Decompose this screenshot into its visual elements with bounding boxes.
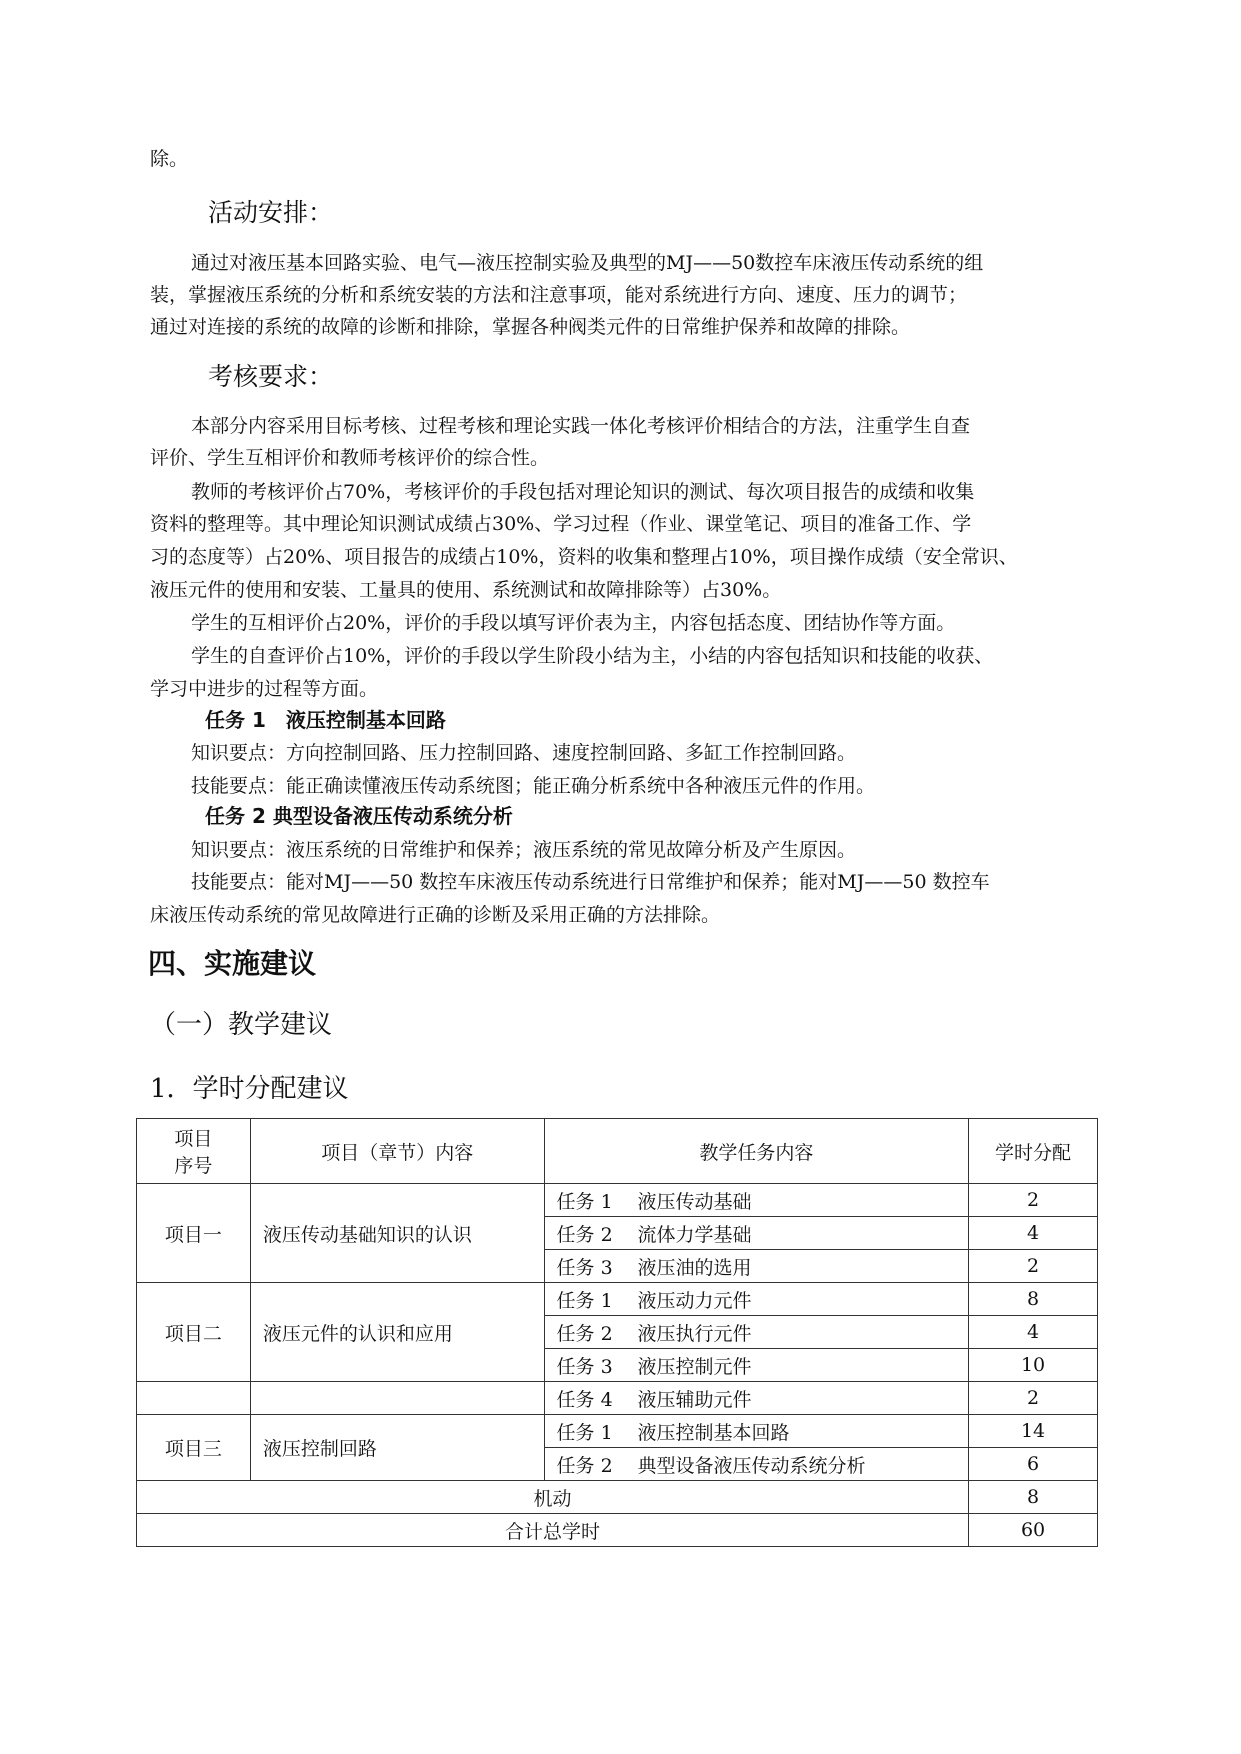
- task-cell: 任务 3 液压油的选用: [544, 1250, 969, 1283]
- task-cell: 任务 3 液压控制元件: [544, 1349, 969, 1382]
- hours-cell: 2: [969, 1250, 1098, 1283]
- flexible-row: [137, 1481, 1098, 1514]
- assessment-line: 液压元件的使用和安装、工量具的使用、系统测试和故障排除等）占30%。: [150, 579, 782, 601]
- task-cell: 任务 2 液压执行元件: [544, 1316, 969, 1349]
- table-row: [137, 1382, 1098, 1415]
- table-row: [137, 1184, 1098, 1217]
- task-cell: 任务 2 典型设备液压传动系统分析: [544, 1448, 969, 1481]
- assessment-heading: 考核要求：: [208, 362, 334, 391]
- section-title: 四、实施建议: [148, 947, 317, 980]
- task2-skill-line: 床液压传动系统的常见故障进行正确的诊断及采用正确的方法排除。: [150, 904, 721, 926]
- project-id-cell: 项目三: [137, 1415, 251, 1481]
- task-cell: 任务 2 流体力学基础: [544, 1217, 969, 1250]
- flexible-hours: 8: [969, 1481, 1098, 1514]
- task-cell: 任务 1 液压动力元件: [544, 1283, 969, 1316]
- header-cell-hours: 学时分配: [969, 1119, 1098, 1184]
- section-subtitle: （一）教学建议: [150, 1010, 333, 1040]
- task1-knowledge: 知识要点：方向控制回路、压力控制回路、速度控制回路、多缸工作控制回路。: [191, 742, 857, 764]
- hours-cell: 2: [969, 1382, 1098, 1415]
- assessment-line: 习的态度等）占20%、项目报告的成绩占10%，资料的收集和整理占10%，项目操作成绩（安全常识、: [150, 546, 1018, 568]
- header-cell-content: 项目（章节）内容: [250, 1119, 544, 1184]
- hours-cell: 4: [969, 1217, 1098, 1250]
- hours-cell: 2: [969, 1184, 1098, 1217]
- header-cell-task: 教学任务内容: [544, 1119, 969, 1184]
- hours-cell: 8: [969, 1283, 1098, 1316]
- hours-cell: 4: [969, 1316, 1098, 1349]
- activity-line: 装，掌握液压系统的分析和系统安装的方法和注意事项，能对系统进行方向、速度、压力的调节；: [150, 284, 968, 306]
- assessment-line: 学习中进步的过程等方面。: [150, 678, 379, 700]
- assessment-line: 学生的互相评价占20%，评价的手段以填写评价表为主，内容包括态度、团结协作等方面。: [191, 612, 956, 634]
- project-content-cell: 液压控制回路: [250, 1415, 544, 1481]
- project-id-cell: 项目一: [137, 1184, 251, 1283]
- assessment-line: 评价、学生互相评价和教师考核评价的综合性。: [150, 447, 550, 469]
- task-cell: 任务 1 液压传动基础: [544, 1184, 969, 1217]
- assessment-line: 教师的考核评价占70%，考核评价的手段包括对理论知识的测试、每次项目报告的成绩和收集: [191, 481, 975, 503]
- numbered-heading: 1．学时分配建议: [150, 1074, 349, 1104]
- project-content-cell: 液压传动基础知识的认识: [250, 1184, 544, 1283]
- total-hours: 60: [969, 1514, 1098, 1547]
- table-row: [137, 1283, 1098, 1316]
- activity-line: 通过对连接的系统的故障的诊断和排除，掌握各种阀类元件的日常维护保养和故障的排除。: [150, 316, 911, 338]
- assessment-line: 学生的自查评价占10%，评价的手段以学生阶段小结为主，小结的内容包括知识和技能的收获、: [191, 645, 994, 667]
- hours-cell: 14: [969, 1415, 1098, 1448]
- total-row: [137, 1514, 1098, 1547]
- assessment-line: 资料的整理等。其中理论知识测试成绩占30%、学习过程（作业、课堂笔记、项目的准备工作、学: [150, 513, 972, 535]
- hours-cell: 6: [969, 1448, 1098, 1481]
- project-id-cell: 项目二: [137, 1283, 251, 1382]
- task1-title: 任务 1 液压控制基本回路: [205, 708, 446, 732]
- task-cell: 任务 1 液压控制基本回路: [544, 1415, 969, 1448]
- task1-skill: 技能要点：能正确读懂液压传动系统图；能正确分析系统中各种液压元件的作用。: [191, 775, 876, 797]
- hours-table: [136, 1118, 1098, 1547]
- total-label: 合计总学时: [137, 1514, 969, 1547]
- continuation-text: 除。: [150, 148, 189, 170]
- table-row: [137, 1415, 1098, 1448]
- task2-title: 任务 2 典型设备液压传动系统分析: [205, 804, 513, 828]
- activity-heading: 活动安排：: [208, 198, 334, 227]
- table-header-row: [137, 1119, 1098, 1184]
- task-cell: 任务 4 液压辅助元件: [544, 1382, 969, 1415]
- header-cell-index: 项目 序号: [137, 1119, 251, 1184]
- assessment-line: 本部分内容采用目标考核、过程考核和理论实践一体化考核评价相结合的方法，注重学生自查: [191, 415, 971, 437]
- task2-knowledge: 知识要点：液压系统的日常维护和保养；液压系统的常见故障分析及产生原因。: [191, 839, 857, 861]
- project-content-cell: 液压元件的认识和应用: [250, 1283, 544, 1382]
- activity-line: 通过对液压基本回路实验、电气—液压控制实验及典型的MJ——50数控车床液压传动系统的组: [191, 252, 984, 274]
- flexible-label: 机动: [137, 1481, 969, 1514]
- project-id-cell: [137, 1382, 251, 1415]
- project-content-cell: [250, 1382, 544, 1415]
- task2-skill-line: 技能要点：能对MJ——50 数控车床液压传动系统进行日常维护和保养；能对MJ——50 数控车: [191, 871, 990, 893]
- hours-cell: 10: [969, 1349, 1098, 1382]
